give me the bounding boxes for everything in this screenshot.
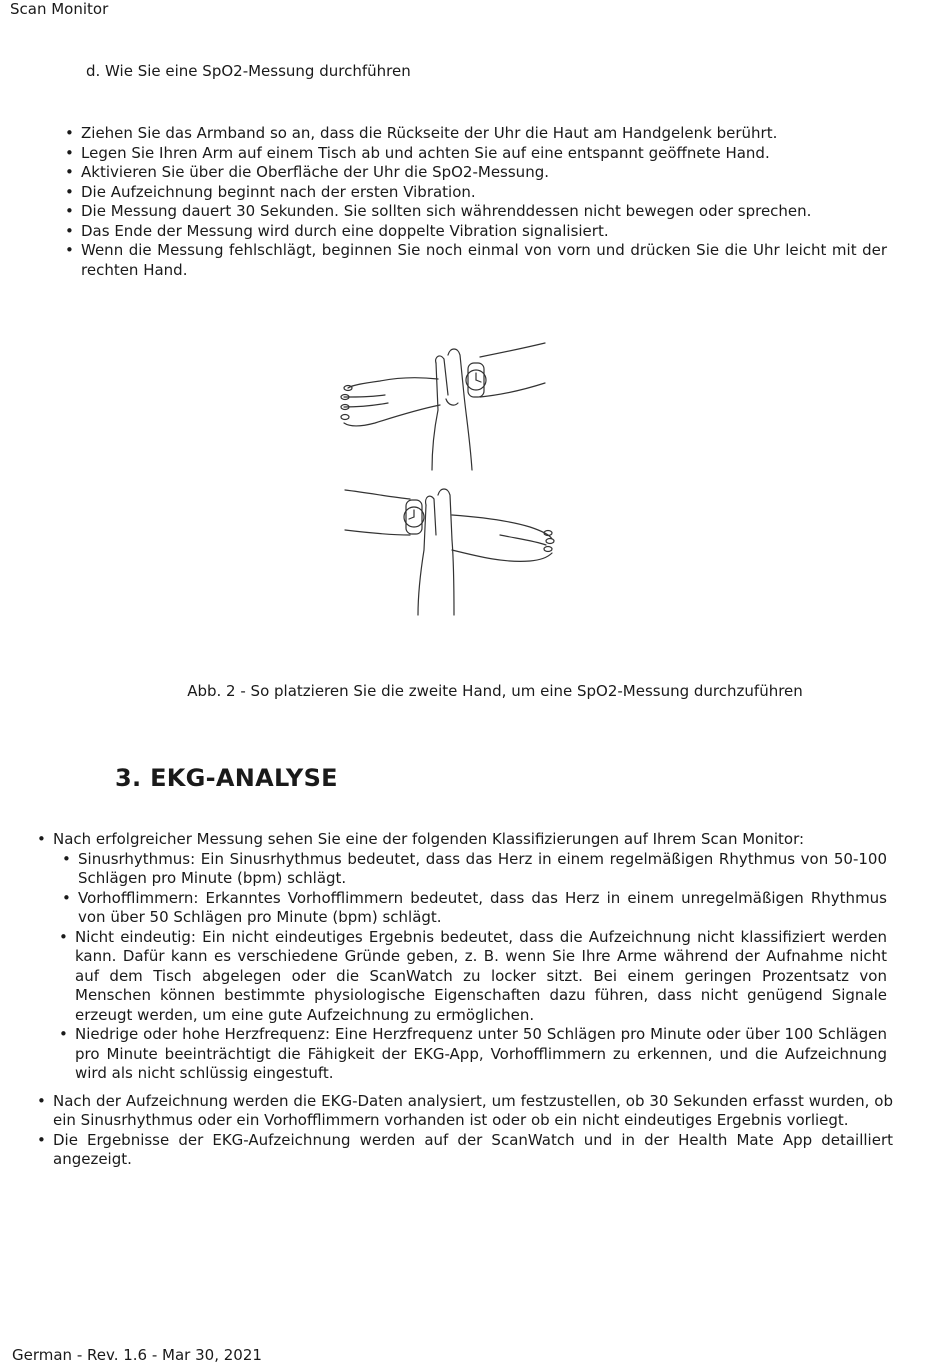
list-item: • Das Ende der Messung wird durch eine doppelte Vibration signalisiert. <box>81 222 887 242</box>
list-item: • Niedrige oder hohe Herzfrequenz: Eine Herzfrequenz unter 50 Schlägen pro Minute oder über 100 Schlägen pro Minute beeinträchtigt die Fähigkeit der EKG-App, Vorhofflimmern zu erkennen, und die Aufzeichnung wird als nicht schlüssig eingestuft. <box>75 1025 887 1084</box>
list-item: • Sinusrhythmus: Ein Sinusrhythmus bedeutet, dass das Herz in einem regelmäßigen Rhythmus von 50-100 Schlägen pro Minute (bpm) schlägt. <box>78 850 887 889</box>
document-header: Scan Monitor <box>10 0 109 18</box>
list-item: • Aktivieren Sie über die Oberfläche der Uhr die SpO2-Messung. <box>81 163 887 183</box>
list-item-text: Nach erfolgreicher Messung sehen Sie eine der folgenden Klassifizierungen auf Ihrem Scan Monitor: <box>53 830 805 848</box>
list-item: • Legen Sie Ihren Arm auf einem Tisch ab und achten Sie auf eine entspannt geöffnete Hand. <box>81 144 887 164</box>
list-item: • Ziehen Sie das Armband so an, dass die Rückseite der Uhr die Haut am Handgelenk berührt. <box>81 124 887 144</box>
classification-list-b <box>75 928 887 1084</box>
list-item: • Vorhofflimmern: Erkanntes Vorhofflimmern bedeutet, dass das Herz in einem unregelmäßigen Rhythmus von über 50 Schlägen pro Minute (bpm) schlägt. <box>78 889 887 928</box>
list-item: • Wenn die Messung fehlschlägt, beginnen Sie noch einmal von vorn und drücken Sie die Uhr leicht mit der rechten Hand. <box>81 241 887 280</box>
bottom-hands-drawing <box>345 489 554 615</box>
list-item: • Die Messung dauert 30 Sekunden. Sie sollten sich währenddessen nicht bewegen oder sprechen. <box>81 202 887 222</box>
section-3-heading: 3. EKG-ANALYSE <box>115 764 338 792</box>
top-hands-drawing <box>341 343 545 470</box>
hand-placement-illustration <box>330 335 570 625</box>
document-footer: German - Rev. 1.6 - Mar 30, 2021 <box>12 1346 262 1364</box>
list-item: • Nicht eindeutig: Ein nicht eindeutiges Ergebnis bedeutet, dass die Aufzeichnung nicht klassifiziert werden kann. Dafür kann es verschiedene Gründe geben, z. B. wenn Sie Ihre Arme während der Aufnahme nicht auf dem Tisch abgelegen oder die ScanWatch zu locker sitzt. Bei einem geringen Prozentsatz von Menschen können bestimmte physiologische Eigenschaften dazu führen, dass nicht genügend Signale erzeugt werden, um eine gute Aufzeichnung zu ermöglichen. <box>75 928 887 1026</box>
ekg-analysis-list <box>53 830 893 1170</box>
figure-caption: Abb. 2 - So platzieren Sie die zweite Hand, um eine SpO2-Messung durchzuführen <box>187 682 803 700</box>
list-item: • Die Aufzeichnung beginnt nach der ersten Vibration. <box>81 183 887 203</box>
list-item <box>53 830 893 1084</box>
list-item: • Die Ergebnisse der EKG-Aufzeichnung werden auf der ScanWatch und in der Health Mate App detailliert angezeigt. <box>53 1131 893 1170</box>
section-d-heading: d. Wie Sie eine SpO2-Messung durchführen <box>86 62 411 80</box>
spo2-instructions-list <box>81 124 887 280</box>
list-item: • Nach der Aufzeichnung werden die EKG-Daten analysiert, um festzustellen, ob 30 Sekunden erfasst wurden, ob ein Sinusrhythmus oder ein Vorhofflimmern vorhanden ist oder ob ein nicht eindeutiges Ergebnis vorliegt. <box>53 1092 893 1131</box>
classification-list-a <box>78 850 887 928</box>
